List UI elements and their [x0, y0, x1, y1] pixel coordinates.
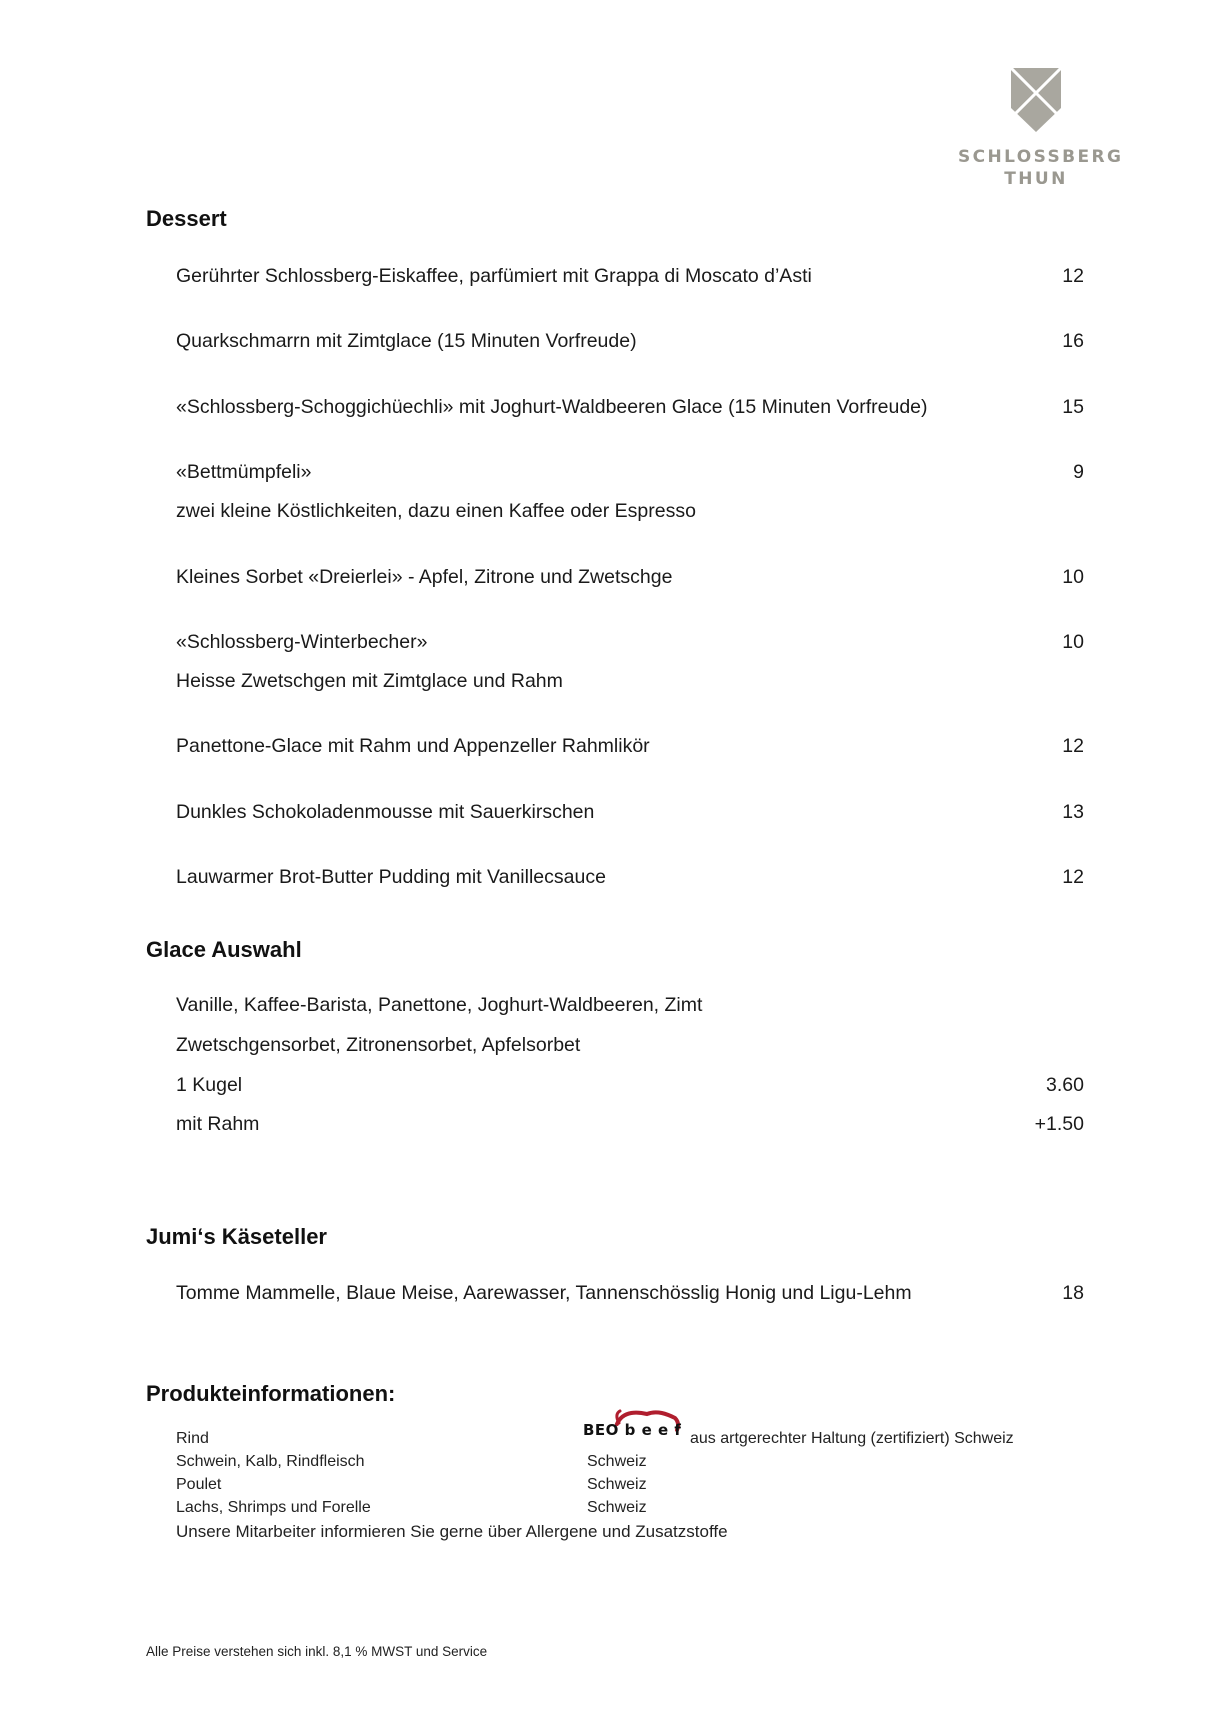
item-name: Quarkschmarrn mit Zimtglace (15 Minuten Vorfreude) — [176, 330, 637, 352]
item-name: «Schlossberg-Winterbecher» — [176, 631, 428, 653]
product-origin: Schweiz — [587, 1499, 647, 1516]
glace-price-label: mit Rahm — [176, 1113, 260, 1135]
item-price: 13 — [1062, 801, 1084, 823]
item-price: 10 — [1062, 631, 1084, 653]
item-price: 18 — [1062, 1282, 1084, 1304]
brand-line2: THUN — [1004, 169, 1068, 189]
item-name: Tomme Mammelle, Blaue Meise, Aarewasser, Tannenschösslig Honig und Ligu-Lehm — [176, 1282, 912, 1304]
item-price: 15 — [1062, 396, 1084, 418]
glace-title: Glace Auswahl — [146, 937, 302, 962]
item-name: Kleines Sorbet «Dreierlei» - Apfel, Zitrone und Zwetschge — [176, 566, 673, 588]
item-name: «Bettmümpfeli» — [176, 461, 312, 483]
allergen-note: Unsere Mitarbeiter informieren Sie gerne über Allergene und Zusatzstoffe — [176, 1522, 728, 1541]
price-footnote: Alle Preise verstehen sich inkl. 8,1 % MWST und Service — [146, 1644, 488, 1659]
dessert-title: Dessert — [146, 206, 227, 231]
item-price: 16 — [1062, 330, 1084, 352]
glace-price-value: 3.60 — [1046, 1074, 1084, 1096]
item-name: Gerührter Schlossberg-Eiskaffee, parfümiert mit Grappa di Moscato d’Asti — [176, 265, 812, 287]
shield-icon — [1009, 66, 1063, 134]
glace-price-label: 1 Kugel — [176, 1074, 243, 1096]
glace-price-value: +1.50 — [1034, 1113, 1084, 1135]
product-name: Rind — [176, 1430, 209, 1447]
beo-beef-logo — [583, 1404, 687, 1440]
glace-flavors: Vanille, Kaffee-Barista, Panettone, Joghurt-Waldbeeren, Zimt — [176, 994, 703, 1016]
cheese-title: Jumi‘s Käseteller — [146, 1224, 327, 1249]
item-price: 12 — [1062, 866, 1084, 888]
beo-logo-text: BEO b e e f — [583, 1421, 682, 1439]
item-name: Lauwarmer Brot-Butter Pudding mit Vanillecsauce — [176, 866, 606, 888]
item-name: «Schlossberg-Schoggichüechli» mit Joghurt-Waldbeeren Glace (15 Minuten Vorfreude) — [176, 396, 928, 418]
product-origin: aus artgerechter Haltung (zertifiziert) Schweiz — [690, 1430, 1014, 1447]
glace-sorbets: Zwetschgensorbet, Zitronensorbet, Apfelsorbet — [176, 1034, 581, 1056]
product-origin: Schweiz — [587, 1476, 647, 1493]
item-price: 12 — [1062, 735, 1084, 757]
schlossberg-logo — [958, 66, 1124, 190]
item-price: 9 — [1073, 461, 1084, 483]
item-description: Heisse Zwetschgen mit Zimtglace und Rahm — [176, 670, 563, 692]
item-price: 10 — [1062, 566, 1084, 588]
item-price: 12 — [1062, 265, 1084, 287]
item-description: zwei kleine Köstlichkeiten, dazu einen Kaffee oder Espresso — [176, 500, 696, 522]
product-name: Schwein, Kalb, Rindfleisch — [176, 1453, 365, 1470]
product-origin: Schweiz — [587, 1453, 647, 1470]
item-name: Dunkles Schokoladenmousse mit Sauerkirschen — [176, 801, 595, 823]
item-name: Panettone-Glace mit Rahm und Appenzeller Rahmlikör — [176, 735, 650, 757]
brand-line1: SCHLOSSBERG — [958, 147, 1124, 167]
product-name: Poulet — [176, 1476, 222, 1493]
product-name: Lachs, Shrimps und Forelle — [176, 1499, 371, 1516]
products-title: Produkteinformationen: — [146, 1381, 396, 1406]
